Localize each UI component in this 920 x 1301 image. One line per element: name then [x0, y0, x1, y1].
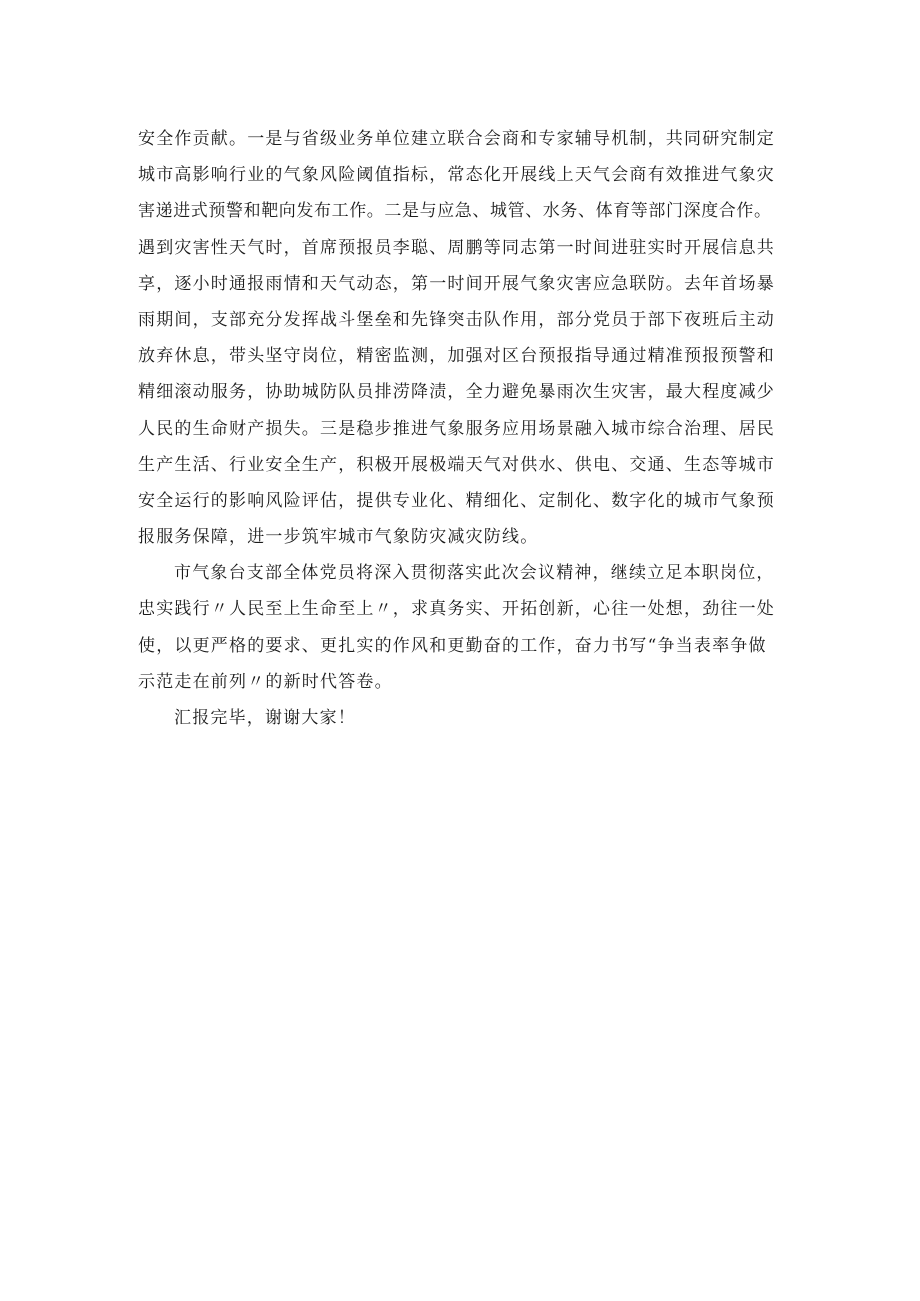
paragraph-line: 市气象台支部全体党员将深入贯彻落实此次会议精神，继续立足本职岗位， [174, 563, 775, 584]
paragraph-line: 忠实践行〃人民至上生命至上〃，求真务实、开拓创新，心往一处想，劲往一处 [138, 599, 775, 620]
paragraph-line: 放弃休息，带头坚守岗位，精密监测，加强对区台预报指导通过精准预报预警和 [138, 346, 775, 367]
paragraph-line: 精细滚动服务，协助城防队员排涝降渍，全力避免暴雨次生灾害，最大程度减少 [138, 382, 775, 403]
paragraph-line: 生产生活、行业安全生产，积极开展极端天气对供水、供电、交通、生态等城市 [138, 454, 775, 475]
paragraph-1 [138, 121, 798, 555]
paragraph-line: 遇到灾害性天气时，首席预报员李聪、周鹏等同志第一时间进驻实时开展信息共 [138, 237, 775, 258]
paragraph-line: 使，以更严格的要求、更扎实的作风和更勤奋的工作，奋力书写“争当表率争做 [138, 635, 767, 656]
paragraph-line: 雨期间，支部充分发挥战斗堡垒和先锋突击队作用，部分党员于部下夜班后主动 [138, 309, 775, 330]
paragraph-line: 人民的生命财产损失。三是稳步推进气象服务应用场景融入城市综合治理、居民 [138, 418, 775, 439]
paragraph-2 [138, 555, 798, 700]
paragraph-line: 害递进式预警和靶向发布工作。二是与应急、城管、水务、体育等部门深度合作。 [138, 201, 772, 222]
paragraph-line: 享，逐小时通报雨情和天气动态，第一时间开展气象灾害应急联防。去年首场暴 [138, 273, 775, 294]
document-body [138, 121, 798, 736]
paragraph-line: 安全运行的影响风险评估，提供专业化、精细化、定制化、数字化的城市气象预 [138, 490, 775, 511]
closing-line: 汇报完毕，谢谢大家！ [174, 708, 356, 728]
paragraph-line: 报服务保障，进一步筑牢城市气象防灾减灾防线。 [138, 527, 539, 548]
paragraph-3 [138, 700, 798, 736]
paragraph-line: 示范走在前列〃的新时代答卷。 [138, 671, 393, 692]
paragraph-line: 安全作贡献。一是与省级业务单位建立联合会商和专家辅导机制，共同研究制定 [138, 129, 775, 149]
paragraph-line: 城市高影响行业的气象风险阈值指标，常态化开展线上天气会商有效推进气象灾 [138, 165, 775, 186]
